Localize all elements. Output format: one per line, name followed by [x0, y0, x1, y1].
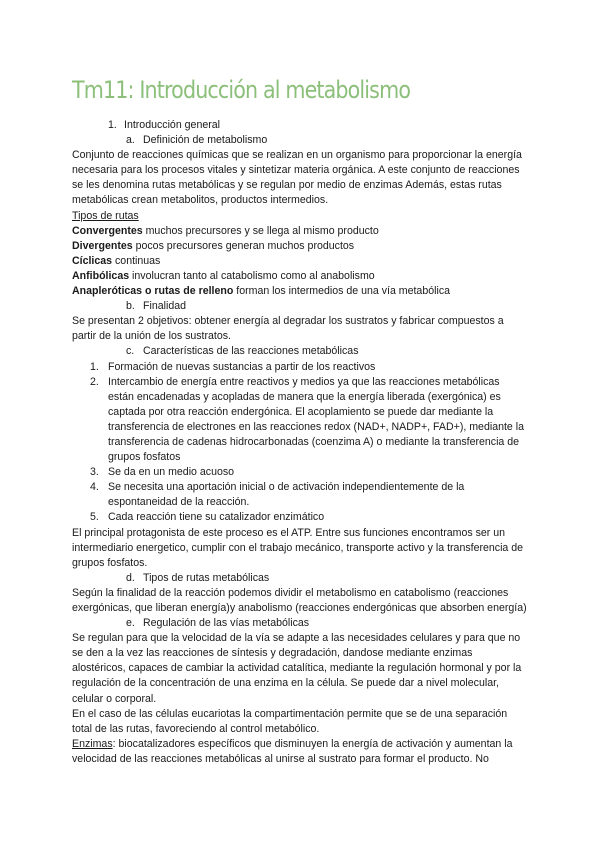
page-title: Tm11: Introducción al metabolismo — [72, 76, 411, 104]
paragraph-finalidad: Se presentan 2 objetivos: obtener energía al degradar los sustratos y fabricar compuestos a partir de la unión de los sustratos. — [72, 315, 504, 343]
subsection-heading: b. Finalidad — [126, 300, 186, 313]
tipo-item: Convergentes muchos precursores y se llega al mismo producto — [72, 224, 379, 237]
list-item: 1. Formación de nuevas sustancias a partir de los reactivos — [90, 360, 376, 373]
subsection-heading: d. Tipos de rutas metabólicas — [126, 571, 270, 584]
subsection-heading: a. Definición de metabolismo — [126, 134, 268, 147]
paragraph-eucariotas: En el caso de las células eucariotas la compartimentación permite que se de una separación total de las rutas, favoreciendo al control metabólico. — [72, 707, 508, 735]
list-item: 2. Intercambio de energía entre reactivos y medios ya que las reacciones metabólicas están encadenadas y acopladas de manera que la energía liberada (exergónica) es captada por otra reacción endergónica. El acoplamiento se puede dar mediante la transferencia de electrones en las reacciones redox (NAD+, NADP+, FAD+), mediante la transferencia de cadenas hidrocarbonadas (coenzima A) o mediante la transferencia de grupos fosfatos — [90, 375, 525, 464]
paragraph-enzimas: Enzimas: biocatalizadores específicos que disminuyen la energía de activación y aumentan la velocidad de las reacciones metabólicas al unirse al sustrato para formar el producto. No — [72, 737, 513, 765]
document-body — [72, 118, 528, 767]
subsection-heading: e. Regulación de las vías metabólicas — [126, 617, 310, 630]
paragraph-definicion: Conjunto de reacciones químicas que se realizan en un organismo para proporcionar la energía necesaria para los procesos vitales y sintetizar materia orgánica. A este conjunto de reacciones se les denomina rutas metabólicas y se regulan por medio de enzimas Además, estas rutas metabólicas crean metabolitos, productos intermedios. — [72, 149, 522, 207]
paragraph-regulacion: Se regulan para que la velocidad de la vía se adapte a las necesidades celulares y para que no se den a la vez las reacciones de síntesis y degradación, dandose mediante enzimas alostéricos, capaces de cambiar la actividad catalítica, mediante la regulación hormonal y por la regulación de la concentración de una enzima en la célula. Se puede dar a nivel molecular, celular o corporal. — [72, 632, 522, 705]
caracteristicas-list — [72, 360, 528, 526]
list-item: 5. Cada reacción tiene su catalizador enzimático — [90, 511, 325, 524]
section-heading: 1. Introducción general — [108, 119, 220, 131]
paragraph-tipos-rutas: Según la finalidad de la reacción podemos dividir el metabolismo en catabolismo (reacciones exergónicas, que liberan energía)y anabolismo (reacciones endergónicas que absorben energía) — [72, 586, 527, 614]
tipos-heading: Tipos de rutas — [72, 209, 139, 222]
list-item: 4. Se necesita una aportación inicial o de activación independientemente de la espontaneidad de la reacción. — [90, 481, 465, 509]
subsection-heading: c. Características de las reacciones metabólicas — [126, 345, 359, 358]
list-item: 3. Se da en un medio acuoso — [90, 466, 235, 479]
tipo-item: Anapleróticas o rutas de relleno forman los intermedios de una vía metabólica — [72, 285, 451, 298]
tipo-item: Anfibólicas involucran tanto al catabolismo como al anabolismo — [72, 269, 375, 282]
tipo-item: Cíclicas continuas — [72, 254, 161, 267]
tipo-item: Divergentes pocos precursores generan muchos productos — [72, 239, 355, 252]
paragraph-atp: El principal protagonista de este proceso es el ATP. Entre sus funciones encontramos ser un intermediario energetico, cumplir con el trabajo mecánico, transporte activo y la transferencia de grupos fosfatos. — [72, 526, 524, 569]
